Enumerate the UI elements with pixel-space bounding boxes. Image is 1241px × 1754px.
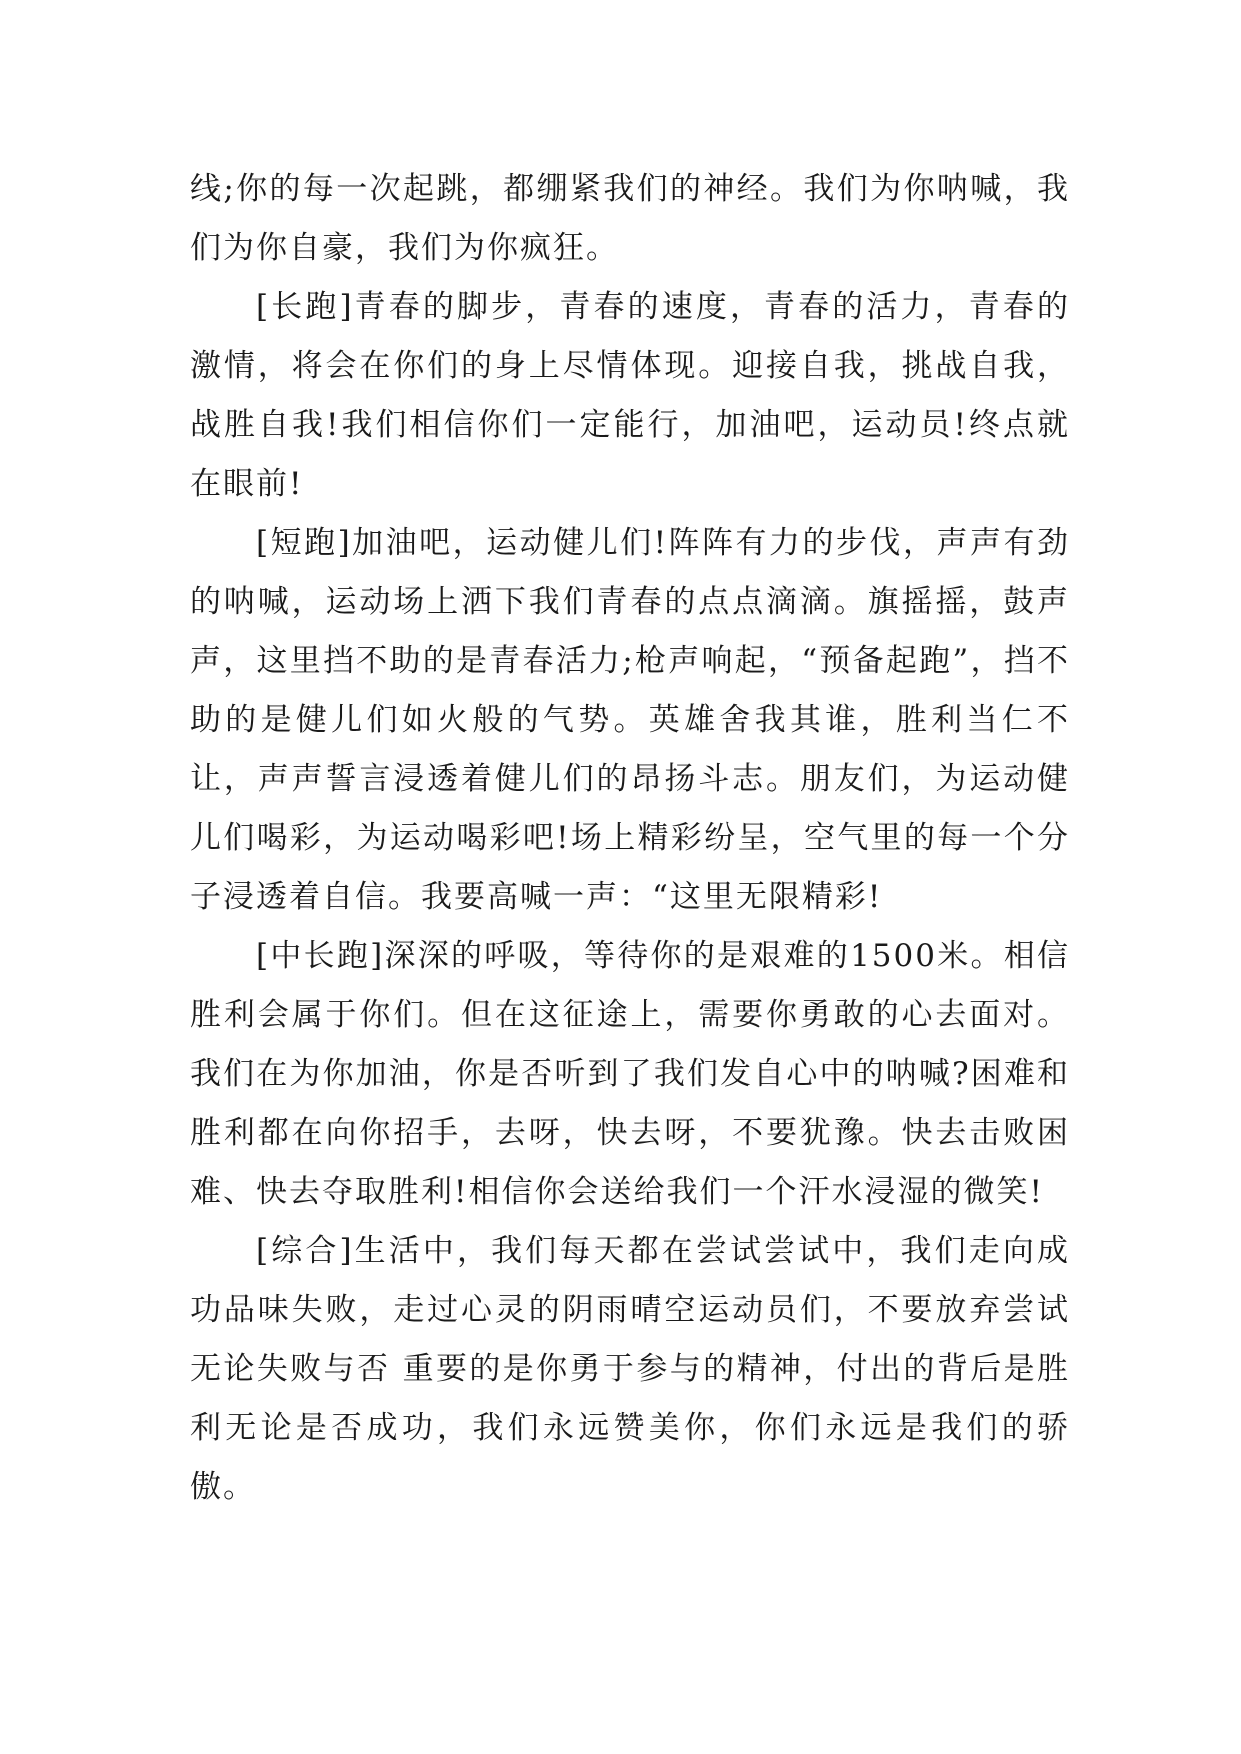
paragraph-general: [综合]生活中，我们每天都在尝试尝试中，我们走向成功品味失败，走过心灵的阴雨晴空运动员们，不要放弃尝试无论失败与否 重要的是你勇于参与的精神，付出的背后是胜利无论是否成功，我们永远赞美你，你们永远是我们的骄傲。 bbox=[190, 1233, 1070, 1505]
paragraph-long-run: [长跑]青春的脚步，青春的速度，青春的活力，青春的激情，将会在你们的身上尽情体现。迎接自我，挑战自我，战胜自我!我们相信你们一定能行，加油吧，运动员!终点就在眼前! bbox=[190, 289, 1070, 502]
paragraph-sprint: [短跑]加油吧，运动健儿们!阵阵有力的步伐，声声有劲的呐喊，运动场上洒下我们青春的点点滴滴。旗摇摇，鼓声声，这里挡不助的是青春活力;枪声响起，“预备起跑”，挡不助的是健儿们如火般的气势。英雄舍我其谁，胜利当仁不让，声声誓言浸透着健儿们的昂扬斗志。朋友们，为运动健儿们喝彩，为运动喝彩吧!场上精彩纷呈，空气里的每一个分子浸透着自信。我要高喊一声：“这里无限精彩! bbox=[190, 525, 1070, 915]
document-body bbox=[190, 160, 1070, 1517]
paragraph-middle-long-run: [中长跑]深深的呼吸，等待你的是艰难的1500米。相信胜利会属于你们。但在这征途上，需要你勇敢的心去面对。我们在为你加油，你是否听到了我们发自心中的呐喊?困难和胜利都在向你招手，去呀，快去呀，不要犹豫。快去击败困难、快去夺取胜利!相信你会送给我们一个汗水浸湿的微笑! bbox=[190, 938, 1070, 1210]
paragraph-opening-continuation: 线;你的每一次起跳，都绷紧我们的神经。我们为你呐喊，我们为你自豪，我们为你疯狂。 bbox=[190, 171, 1070, 266]
